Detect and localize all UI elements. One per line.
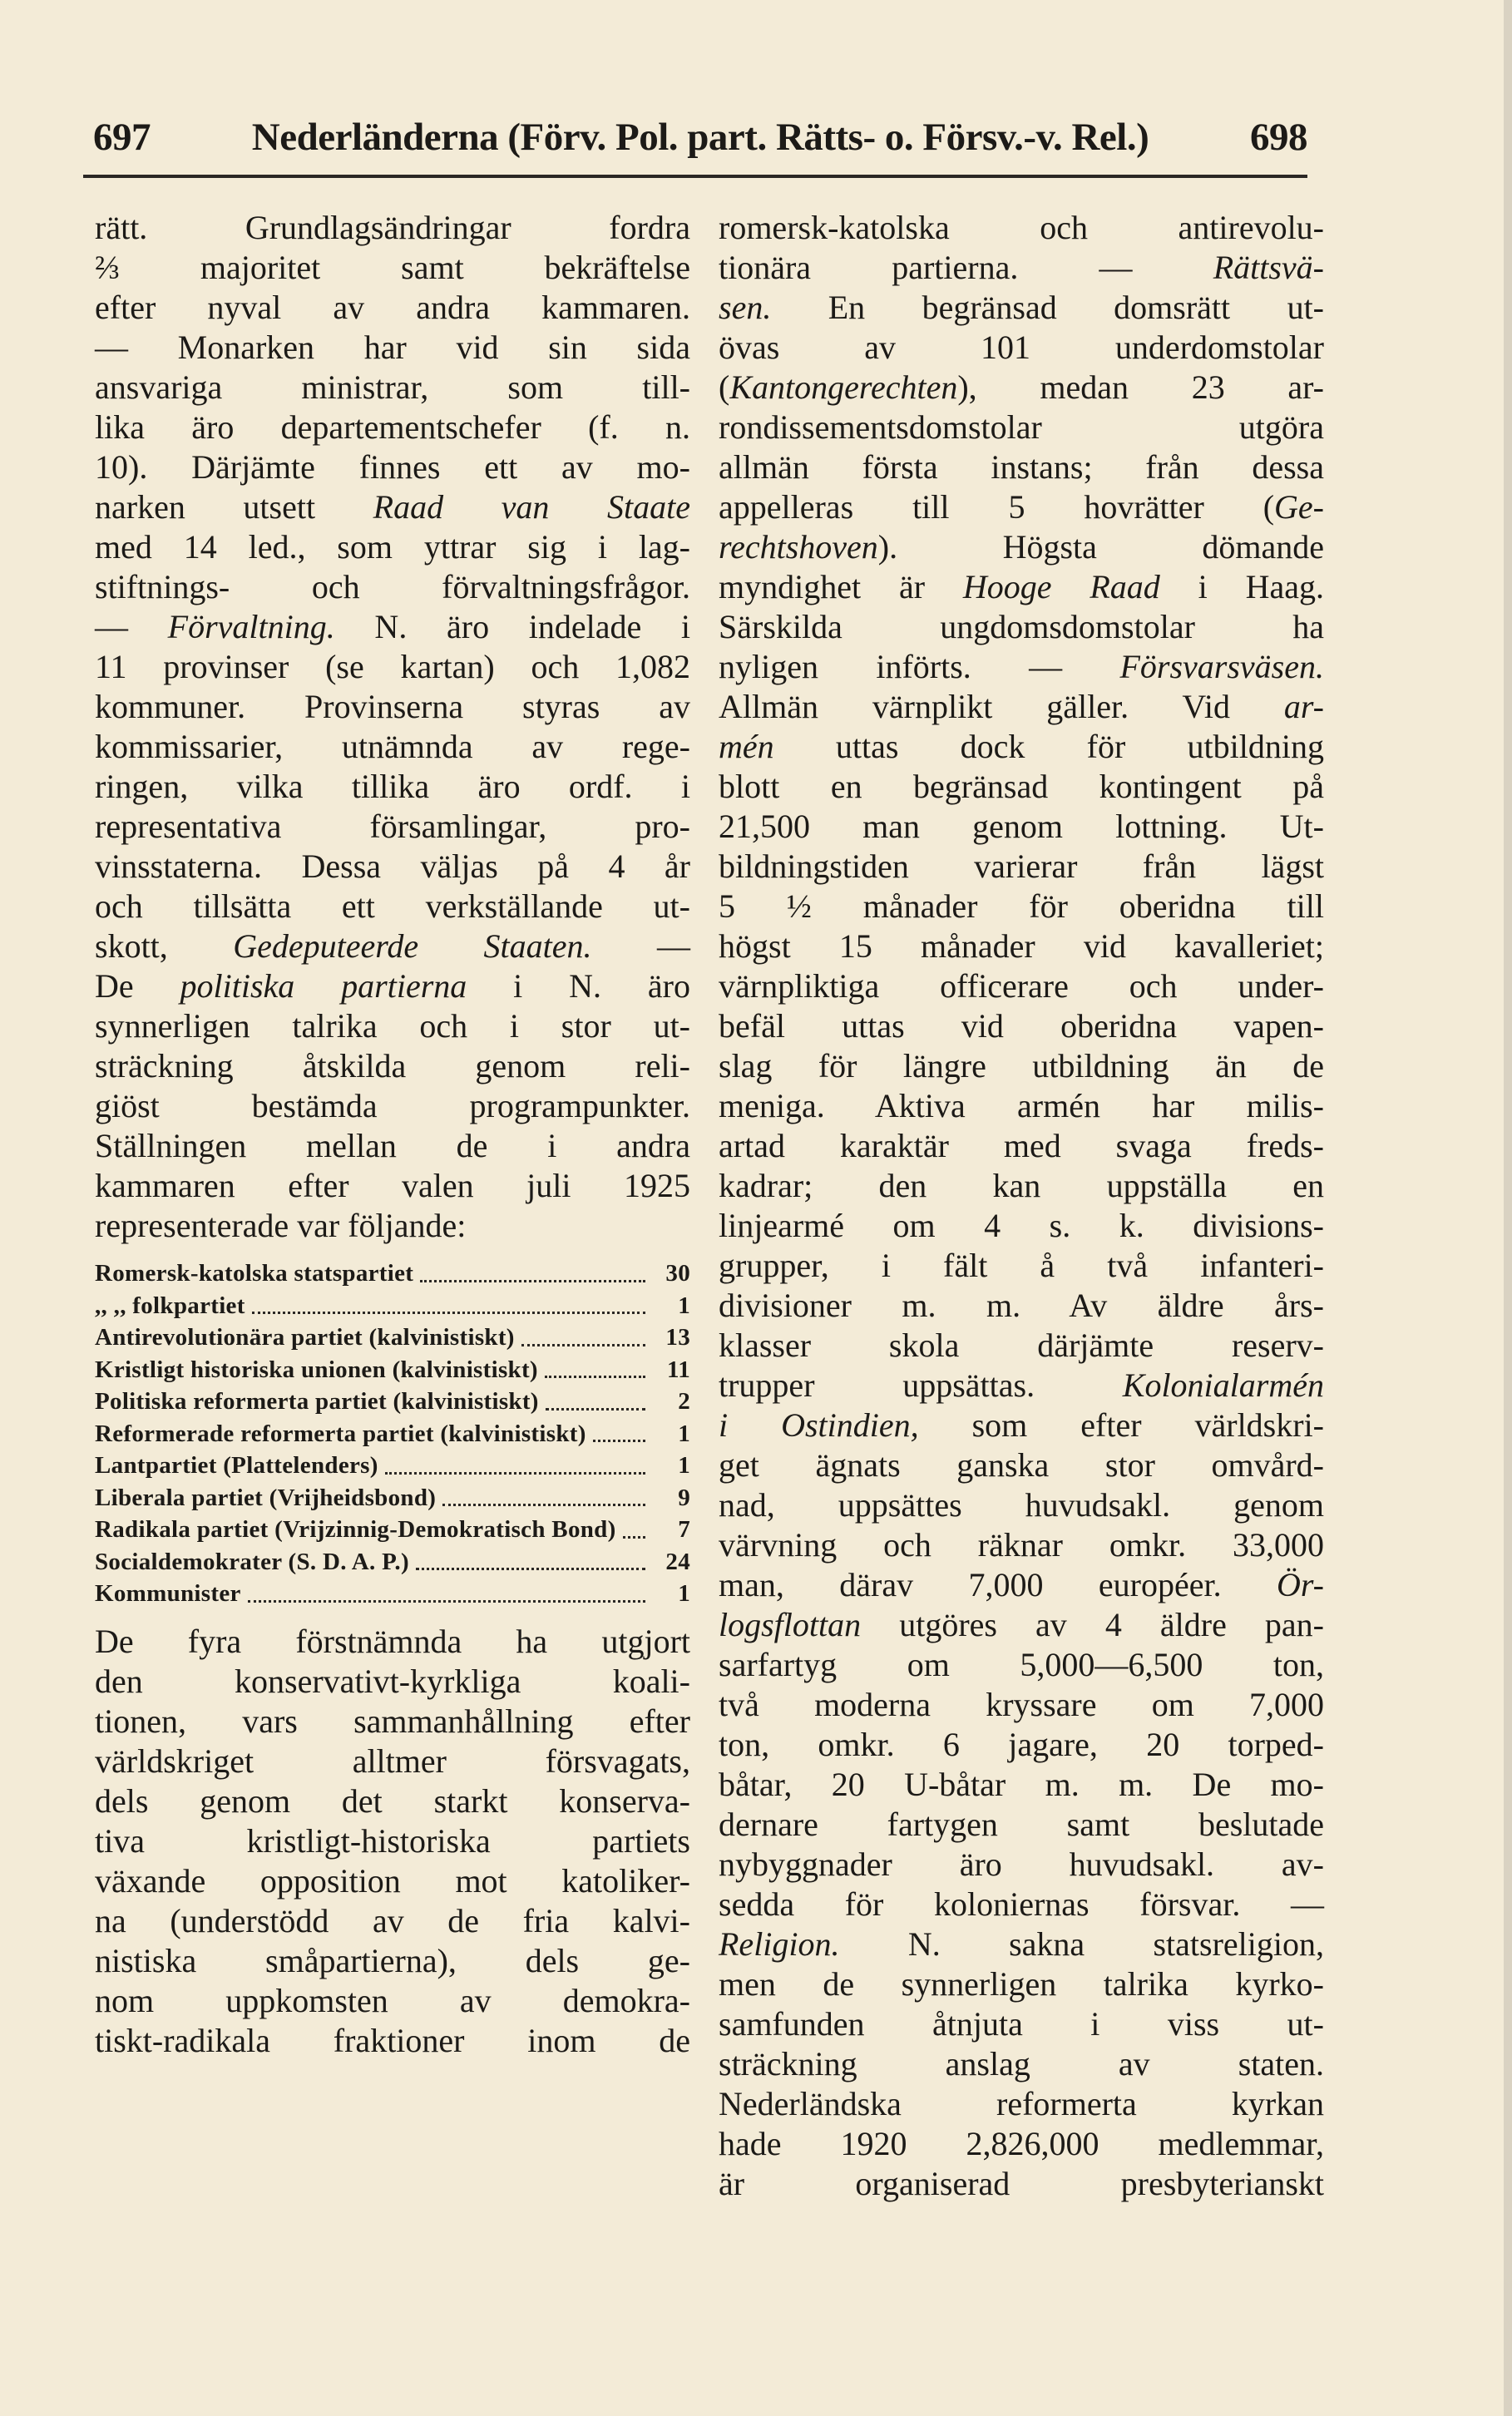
text-segment: vinsstaterna. Dessa väljas på 4 år: [95, 847, 690, 885]
text-segment: representativa församlingar, pro-: [95, 808, 690, 845]
text-line: [719, 2084, 1324, 2124]
scan-page-edge: [1504, 0, 1512, 2416]
text-segment: ). Högsta dömande: [877, 528, 1324, 566]
text-segment: meniga. Aktiva armén har milis-: [719, 1087, 1324, 1124]
text-line: [719, 1046, 1324, 1086]
text-segment: narken utsett: [95, 488, 373, 526]
party-row: [95, 1322, 690, 1354]
italic-term: Kantongerechten: [729, 368, 958, 406]
italic-term: Förvaltning.: [167, 608, 335, 645]
text-line: [719, 727, 1324, 767]
party-row: [95, 1386, 690, 1418]
party-seats: 2: [678, 1388, 690, 1415]
text-line: [95, 368, 690, 408]
text-segment: tionen, vars sammanhållning efter: [95, 1702, 690, 1740]
text-segment: i N. äro: [467, 967, 691, 1005]
running-header: [93, 108, 1307, 166]
text-segment: tiskt-radikala fraktioner inom de: [95, 2021, 690, 2059]
text-segment: Allmän värnplikt gäller. Vid: [719, 688, 1284, 725]
text-segment: övas av 101 underdomstolar: [719, 329, 1324, 366]
party-seats: 1: [678, 1580, 690, 1607]
text-segment: den konservativt-kyrkliga koali-: [95, 1662, 690, 1700]
text-line: [95, 1206, 690, 1246]
text-line: [719, 1645, 1324, 1685]
text-line: [95, 408, 690, 447]
text-line: [719, 807, 1324, 847]
text-line: [95, 328, 690, 368]
text-line: [719, 567, 1324, 607]
italic-term: Försvarsväsen.: [1119, 648, 1324, 685]
text-line: [719, 1445, 1324, 1485]
text-line: [95, 1702, 690, 1742]
text-line: [719, 1685, 1324, 1725]
dot-leader: [420, 1280, 645, 1282]
text-segment: sedda för koloniernas försvar. —: [719, 1885, 1324, 1923]
party-name: Liberala partiet (Vrijheidsbond): [95, 1484, 437, 1511]
party-seats: 11: [667, 1356, 690, 1383]
text-line: [719, 328, 1324, 368]
text-line: [719, 1006, 1324, 1046]
text-segment: högst 15 månader vid kavalleriet;: [719, 927, 1324, 965]
dot-leader: [248, 1600, 645, 1603]
text-line: [719, 1126, 1324, 1166]
text-segment: Ställningen mellan de i andra: [95, 1127, 690, 1164]
text-segment: samfunden åtnjuta i viss ut-: [719, 2005, 1324, 2043]
text-segment: ton, omkr. 6 jagare, 20 torped-: [719, 1726, 1324, 1763]
text-segment: världskriget alltmer försvagats,: [95, 1742, 690, 1780]
text-segment: uttas dock för utbildning: [773, 728, 1324, 765]
text-line: [719, 1765, 1324, 1805]
text-segment: bildningstiden varierar från lägst: [719, 847, 1324, 885]
text-line: [719, 487, 1324, 527]
text-segment: kadrar; den kan uppställa en: [719, 1167, 1324, 1204]
italic-term: Rättsvä-: [1213, 249, 1324, 286]
party-name: Kristligt historiska unionen (kalvinistiskt): [95, 1356, 538, 1383]
text-line: [719, 1326, 1324, 1366]
text-segment: dernare fartygen samt beslutade: [719, 1806, 1324, 1843]
header-rule: [83, 175, 1307, 178]
right-column-text: [719, 208, 1324, 2204]
party-seats: 1: [678, 1420, 690, 1447]
text-line: [719, 887, 1324, 926]
text-segment: appelleras till 5 hovrätter (: [719, 488, 1275, 526]
text-line: [95, 847, 690, 887]
text-line: [719, 1366, 1324, 1406]
text-line: [719, 1246, 1324, 1286]
dot-leader: [546, 1408, 645, 1411]
party-row: [95, 1257, 690, 1290]
text-line: [719, 847, 1324, 887]
text-segment: rätt. Grundlagsändringar fordra: [95, 209, 690, 246]
text-line: [95, 1006, 690, 1046]
text-segment: båtar, 20 U-båtar m. m. De mo-: [719, 1766, 1324, 1803]
text-segment: tiva kristligt-historiska partiets: [95, 1821, 690, 1860]
italic-term: Kolonialarmén: [1122, 1366, 1324, 1404]
text-line: [95, 1742, 690, 1781]
italic-term: Hooge Raad: [962, 568, 1160, 605]
text-segment: romersk-katolska och antirevolu-: [719, 209, 1324, 246]
text-line: [719, 2124, 1324, 2164]
text-segment: nistiska småpartierna), dels ge-: [95, 1941, 690, 1979]
text-line: [95, 1086, 690, 1126]
text-line: [719, 1406, 1324, 1445]
text-segment: artad karaktär med svaga freds-: [719, 1127, 1324, 1164]
party-name: Lantpartiet (Plattelenders): [95, 1452, 378, 1479]
party-seats: 1: [678, 1292, 690, 1319]
text-segment: De fyra förstnämnda ha utgjort: [95, 1622, 690, 1660]
text-segment: 21,500 man genom lottning. Ut-: [719, 808, 1324, 845]
text-line: [95, 2021, 690, 2061]
italic-term: ar-: [1283, 688, 1324, 725]
text-line: [719, 926, 1324, 966]
right-column: [719, 208, 1324, 2204]
party-name: Kommunister: [95, 1580, 241, 1607]
party-seats: 7: [678, 1516, 690, 1543]
text-line: [719, 408, 1324, 447]
italic-term: Raad van Staate: [373, 488, 690, 526]
text-segment: ), medan 23 ar-: [957, 368, 1324, 406]
text-segment: — Monarken har vid sin sida: [95, 329, 690, 366]
text-segment: slag för längre utbildning än de: [719, 1047, 1324, 1084]
text-line: [719, 2164, 1324, 2204]
text-line: [95, 487, 690, 527]
left-column-paragraph-2: [95, 1622, 690, 2061]
party-row: [95, 1354, 690, 1386]
text-line: [719, 607, 1324, 647]
text-line: [95, 607, 690, 647]
text-segment: ansvariga ministrar, som till-: [95, 368, 690, 406]
text-line: [719, 1286, 1324, 1326]
running-title: Nederländerna (Förv. Pol. part. Rätts- o. Försv.-v. Rel.): [251, 116, 1149, 159]
text-line: [719, 1206, 1324, 1246]
text-line: [719, 208, 1324, 248]
page-number-left: 697: [93, 116, 151, 159]
italic-term: politiska partierna: [180, 967, 467, 1005]
party-seats: 9: [678, 1484, 690, 1511]
text-segment: giöst bestämda programpunkter.: [95, 1087, 690, 1124]
text-segment: med 14 led., som yttrar sig i lag-: [95, 528, 690, 566]
text-line: [719, 2004, 1324, 2044]
text-line: [95, 926, 690, 966]
text-line: [719, 1086, 1324, 1126]
text-line: [719, 1805, 1324, 1845]
italic-term: Ör-: [1277, 1566, 1324, 1603]
text-segment: klasser skola därjämte reserv-: [719, 1327, 1324, 1364]
text-line: [95, 208, 690, 248]
text-segment: ⅔ majoritet samt bekräftelse: [95, 249, 690, 286]
text-line: [719, 1605, 1324, 1645]
text-line: [95, 647, 690, 687]
italic-term: i Ostindien,: [719, 1406, 919, 1444]
text-segment: värvning och räknar omkr. 33,000: [719, 1526, 1324, 1564]
text-segment: representerade var följande:: [95, 1207, 467, 1244]
text-segment: N. äro indelade i: [334, 608, 691, 645]
text-line: [95, 1821, 690, 1861]
text-segment: dels genom det starkt konserva-: [95, 1781, 690, 1820]
text-segment: linjearmé om 4 s. k. divisions-: [719, 1207, 1324, 1244]
text-segment: na (understödd av de fria kalvi-: [95, 1901, 690, 1939]
party-name: Antirevolutionära partiet (kalvinistiskt): [95, 1324, 515, 1351]
party-name: Reformerade reformerta partiet (kalvinistiskt): [95, 1420, 586, 1447]
text-line: [95, 807, 690, 847]
text-segment: kommuner. Provinserna styras av: [95, 688, 690, 725]
party-name: Radikala partiet (Vrijzinnig-Demokratisch Bond): [95, 1516, 616, 1543]
text-segment: som efter världskri-: [918, 1406, 1324, 1444]
text-segment: nom uppkomsten av demokra-: [95, 1981, 690, 2019]
dot-leader: [442, 1504, 645, 1506]
text-line: [719, 1964, 1324, 2004]
text-segment: N. sakna statsreligion,: [839, 1925, 1324, 1963]
text-segment: växande opposition mot katoliker-: [95, 1861, 690, 1900]
text-segment: skott,: [95, 927, 234, 965]
text-line: [95, 1901, 690, 1941]
text-line: [95, 248, 690, 288]
text-line: [95, 567, 690, 607]
italic-term: mén: [719, 728, 774, 765]
text-line: [719, 447, 1324, 487]
text-segment: synnerligen talrika och i stor ut-: [95, 1007, 690, 1045]
text-segment: blott en begränsad kontingent på: [719, 768, 1324, 805]
text-line: [95, 1662, 690, 1702]
italic-term: Ge-: [1274, 488, 1324, 526]
party-name: ,, ,, folkpartiet: [95, 1292, 245, 1319]
text-segment: sträckning anslag av staten.: [719, 2045, 1324, 2083]
text-segment: är organiserad presbyterianskt: [719, 2165, 1324, 2202]
text-segment: 10). Därjämte finnes ett av mo-: [95, 448, 690, 486]
party-row: [95, 1546, 690, 1579]
text-segment: —: [591, 927, 690, 965]
text-line: [95, 1981, 690, 2021]
text-segment: —: [95, 608, 168, 645]
party-seats: 1: [678, 1452, 690, 1479]
text-segment: ringen, vilka tillika äro ordf. i: [95, 768, 690, 805]
dot-leader: [545, 1376, 645, 1378]
party-seats: 24: [665, 1548, 690, 1575]
text-segment: divisioner m. m. Av äldre års-: [719, 1287, 1324, 1324]
text-line: [719, 1725, 1324, 1765]
text-segment: sarfartyg om 5,000—6,500 ton,: [719, 1646, 1324, 1683]
dot-leader: [593, 1440, 645, 1442]
text-line: [719, 248, 1324, 288]
text-line: [95, 1126, 690, 1166]
italic-term: sen.: [719, 289, 772, 326]
italic-term: rechtshoven: [719, 528, 878, 566]
text-line: [95, 767, 690, 807]
text-segment: tionära partierna. —: [719, 249, 1213, 286]
text-line: [719, 1565, 1324, 1605]
text-line: [719, 1485, 1324, 1525]
text-segment: och tillsätta ett verkställande ut-: [95, 887, 690, 925]
text-line: [719, 288, 1324, 328]
text-segment: nyligen införts. —: [719, 648, 1120, 685]
text-line: [719, 1924, 1324, 1964]
text-segment: lika äro departementschefer (f. n.: [95, 408, 690, 446]
text-segment: 11 provinser (se kartan) och 1,082: [95, 648, 690, 685]
party-seats: 13: [665, 1324, 690, 1351]
text-segment: (: [719, 368, 730, 406]
text-segment: myndighet är: [719, 568, 963, 605]
text-line: [719, 1166, 1324, 1206]
text-line: [719, 1845, 1324, 1885]
text-line: [95, 1166, 690, 1206]
text-segment: hade 1920 2,826,000 medlemmar,: [719, 2125, 1324, 2162]
text-segment: De: [95, 967, 180, 1005]
dot-leader: [252, 1312, 645, 1314]
party-row: [95, 1482, 690, 1514]
text-line: [719, 1885, 1324, 1924]
dot-leader: [385, 1472, 645, 1475]
text-line: [95, 447, 690, 487]
text-segment: 5 ½ månader för oberidna till: [719, 887, 1324, 925]
text-line: [95, 687, 690, 727]
text-line: [95, 966, 690, 1006]
text-segment: två moderna kryssare om 7,000: [719, 1686, 1324, 1723]
text-line: [719, 527, 1324, 567]
italic-term: Gedeputeerde Staaten.: [233, 927, 592, 965]
text-line: [95, 527, 690, 567]
party-row: [95, 1514, 690, 1546]
dot-leader: [416, 1568, 645, 1570]
party-row: [95, 1418, 690, 1450]
text-line: [719, 767, 1324, 807]
text-segment: grupper, i fält å två infanteri-: [719, 1247, 1324, 1284]
text-line: [95, 887, 690, 926]
text-line: [95, 1941, 690, 1981]
text-segment: nybyggnader äro huvudsakl. av-: [719, 1845, 1324, 1883]
text-line: [719, 368, 1324, 408]
text-segment: utgöres av 4 äldre pan-: [861, 1606, 1324, 1643]
text-segment: kommissarier, utnämnda av rege-: [95, 728, 690, 765]
text-segment: värnpliktiga officerare och under-: [719, 967, 1324, 1005]
text-segment: efter nyval av andra kammaren.: [95, 289, 690, 326]
page-number-right: 698: [1250, 116, 1307, 159]
text-segment: nad, uppsättes huvudsakl. genom: [719, 1486, 1324, 1524]
text-segment: men de synnerligen talrika kyrko-: [719, 1965, 1324, 2003]
party-row: [95, 1290, 690, 1322]
text-segment: En begränsad domsrätt ut-: [771, 289, 1324, 326]
party-name: Romersk-katolska statspartiet: [95, 1260, 414, 1287]
text-segment: stiftnings- och förvaltningsfrågor.: [95, 568, 690, 605]
text-line: [719, 1525, 1324, 1565]
left-column-paragraph-1: [95, 208, 690, 1246]
text-line: [719, 966, 1324, 1006]
italic-term: logsflottan: [719, 1606, 862, 1643]
party-seats: 30: [665, 1260, 690, 1287]
party-name: Politiska reformerta partiet (kalvinistiskt): [95, 1388, 539, 1415]
party-row: [95, 1450, 690, 1482]
text-line: [95, 1622, 690, 1662]
text-segment: allmän första instans; från dessa: [719, 448, 1324, 486]
text-segment: kammaren efter valen juli 1925: [95, 1167, 690, 1204]
text-line: [719, 687, 1324, 727]
text-segment: i Haag.: [1159, 568, 1324, 605]
text-segment: Nederländska reformerta kyrkan: [719, 2085, 1324, 2122]
text-line: [95, 1781, 690, 1821]
text-segment: Särskilda ungdomsdomstolar ha: [719, 608, 1324, 645]
text-line: [95, 288, 690, 328]
text-line: [719, 647, 1324, 687]
text-segment: sträckning åtskilda genom reli-: [95, 1047, 690, 1084]
text-segment: befäl uttas vid oberidna vapen-: [719, 1007, 1324, 1045]
party-row: [95, 1578, 690, 1610]
text-segment: man, därav 7,000 européer.: [719, 1566, 1277, 1603]
left-column: [95, 208, 690, 2061]
text-line: [719, 2044, 1324, 2084]
text-segment: trupper uppsättas.: [719, 1366, 1123, 1404]
dot-leader: [521, 1344, 645, 1346]
party-name: Socialdemokrater (S. D. A. P.): [95, 1548, 409, 1575]
text-line: [95, 1046, 690, 1086]
text-segment: rondissementsdomstolar utgöra: [719, 408, 1324, 446]
text-line: [95, 727, 690, 767]
text-segment: get ägnats ganska stor omvård-: [719, 1446, 1324, 1484]
text-line: [95, 1861, 690, 1901]
dot-leader: [623, 1536, 645, 1539]
party-seats-table: [95, 1257, 690, 1610]
italic-term: Religion.: [719, 1925, 840, 1963]
